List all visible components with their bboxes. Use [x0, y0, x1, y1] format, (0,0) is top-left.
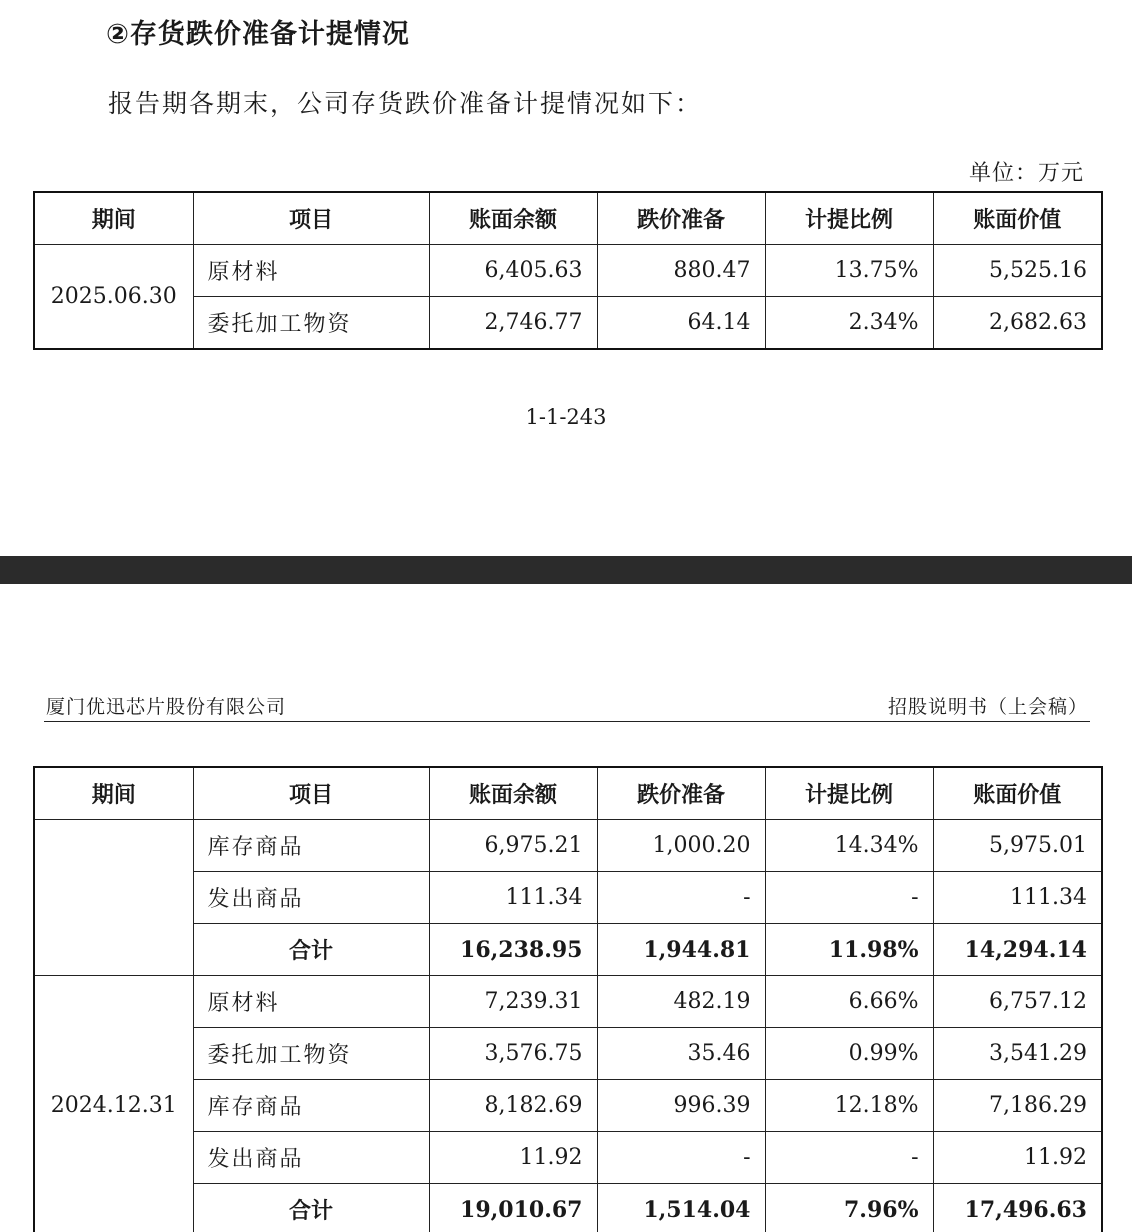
balance-cell: 11.92: [429, 1132, 597, 1184]
period-cell: 2025.06.30: [34, 245, 193, 350]
provision-cell: 35.46: [597, 1028, 765, 1080]
total-provision: 1,944.81: [597, 924, 765, 976]
item-cell: 库存商品: [193, 1080, 429, 1132]
value-cell: 2,682.63: [933, 297, 1102, 350]
unit-label: 单位：万元: [968, 161, 1084, 186]
total-label: 合计: [193, 924, 429, 976]
ratio-cell: -: [765, 872, 933, 924]
total-provision: 1,514.04: [597, 1184, 765, 1232]
total-label: 合计: [193, 1184, 429, 1232]
table-row: [34, 1132, 1102, 1184]
intro-paragraph: 报告期各期末，公司存货跌价准备计提情况如下：: [108, 89, 703, 118]
header-ratio: 计提比例: [765, 192, 933, 245]
value-cell: 6,757.12: [933, 976, 1102, 1028]
header-value: 账面价值: [933, 192, 1102, 245]
item-cell: 发出商品: [193, 872, 429, 924]
provision-cell: -: [597, 1132, 765, 1184]
value-cell: 5,975.01: [933, 820, 1102, 872]
value-cell: 5,525.16: [933, 245, 1102, 297]
ratio-cell: 13.75%: [765, 245, 933, 297]
item-cell: 原材料: [193, 976, 429, 1028]
header-provision: 跌价准备: [597, 767, 765, 820]
section-title: ②存货跌价准备计提情况: [106, 19, 410, 50]
total-ratio: 7.96%: [765, 1184, 933, 1232]
ratio-cell: 14.34%: [765, 820, 933, 872]
period-cell: 2024.12.31: [34, 976, 193, 1232]
value-cell: 11.92: [933, 1132, 1102, 1184]
balance-cell: 2,746.77: [429, 297, 597, 350]
header-period: 期间: [34, 767, 193, 820]
ratio-cell: 2.34%: [765, 297, 933, 350]
table-row: [34, 976, 1102, 1028]
ratio-cell: 0.99%: [765, 1028, 933, 1080]
total-value: 17,496.63: [933, 1184, 1102, 1232]
header-ratio: 计提比例: [765, 767, 933, 820]
company-name: 厦门优迅芯片股份有限公司: [46, 696, 287, 718]
ratio-cell: 12.18%: [765, 1080, 933, 1132]
table-row: [34, 1028, 1102, 1080]
balance-cell: 6,405.63: [429, 245, 597, 297]
page-number: 1-1-243: [525, 405, 607, 429]
provision-cell: 1,000.20: [597, 820, 765, 872]
provision-cell: 64.14: [597, 297, 765, 350]
header-item: 项目: [193, 767, 429, 820]
header-value: 账面价值: [933, 767, 1102, 820]
item-cell: 发出商品: [193, 1132, 429, 1184]
table-total-row: [34, 1184, 1102, 1232]
total-ratio: 11.98%: [765, 924, 933, 976]
total-balance: 16,238.95: [429, 924, 597, 976]
balance-cell: 111.34: [429, 872, 597, 924]
header-item: 项目: [193, 192, 429, 245]
item-cell: 原材料: [193, 245, 429, 297]
total-balance: 19,010.67: [429, 1184, 597, 1232]
ratio-cell: 6.66%: [765, 976, 933, 1028]
document-title: 招股说明书（上会稿）: [887, 696, 1088, 718]
provision-cell: -: [597, 872, 765, 924]
balance-cell: 7,239.31: [429, 976, 597, 1028]
header-balance: 账面余额: [429, 192, 597, 245]
item-cell: 委托加工物资: [193, 1028, 429, 1080]
balance-cell: 8,182.69: [429, 1080, 597, 1132]
item-cell: 委托加工物资: [193, 297, 429, 350]
provision-cell: 880.47: [597, 245, 765, 297]
table-total-row: [34, 924, 1102, 976]
period-cell-continued: [34, 820, 193, 976]
inventory-provision-table-continued: [33, 766, 1103, 1232]
provision-cell: 482.19: [597, 976, 765, 1028]
value-cell: 111.34: [933, 872, 1102, 924]
table-row: [34, 1080, 1102, 1132]
table-row: [34, 872, 1102, 924]
provision-cell: 996.39: [597, 1080, 765, 1132]
value-cell: 7,186.29: [933, 1080, 1102, 1132]
header-balance: 账面余额: [429, 767, 597, 820]
balance-cell: 3,576.75: [429, 1028, 597, 1080]
total-value: 14,294.14: [933, 924, 1102, 976]
header-period: 期间: [34, 192, 193, 245]
item-cell: 库存商品: [193, 820, 429, 872]
balance-cell: 6,975.21: [429, 820, 597, 872]
table-row: [34, 820, 1102, 872]
value-cell: 3,541.29: [933, 1028, 1102, 1080]
ratio-cell: -: [765, 1132, 933, 1184]
header-provision: 跌价准备: [597, 192, 765, 245]
table-header-row: [34, 767, 1102, 820]
